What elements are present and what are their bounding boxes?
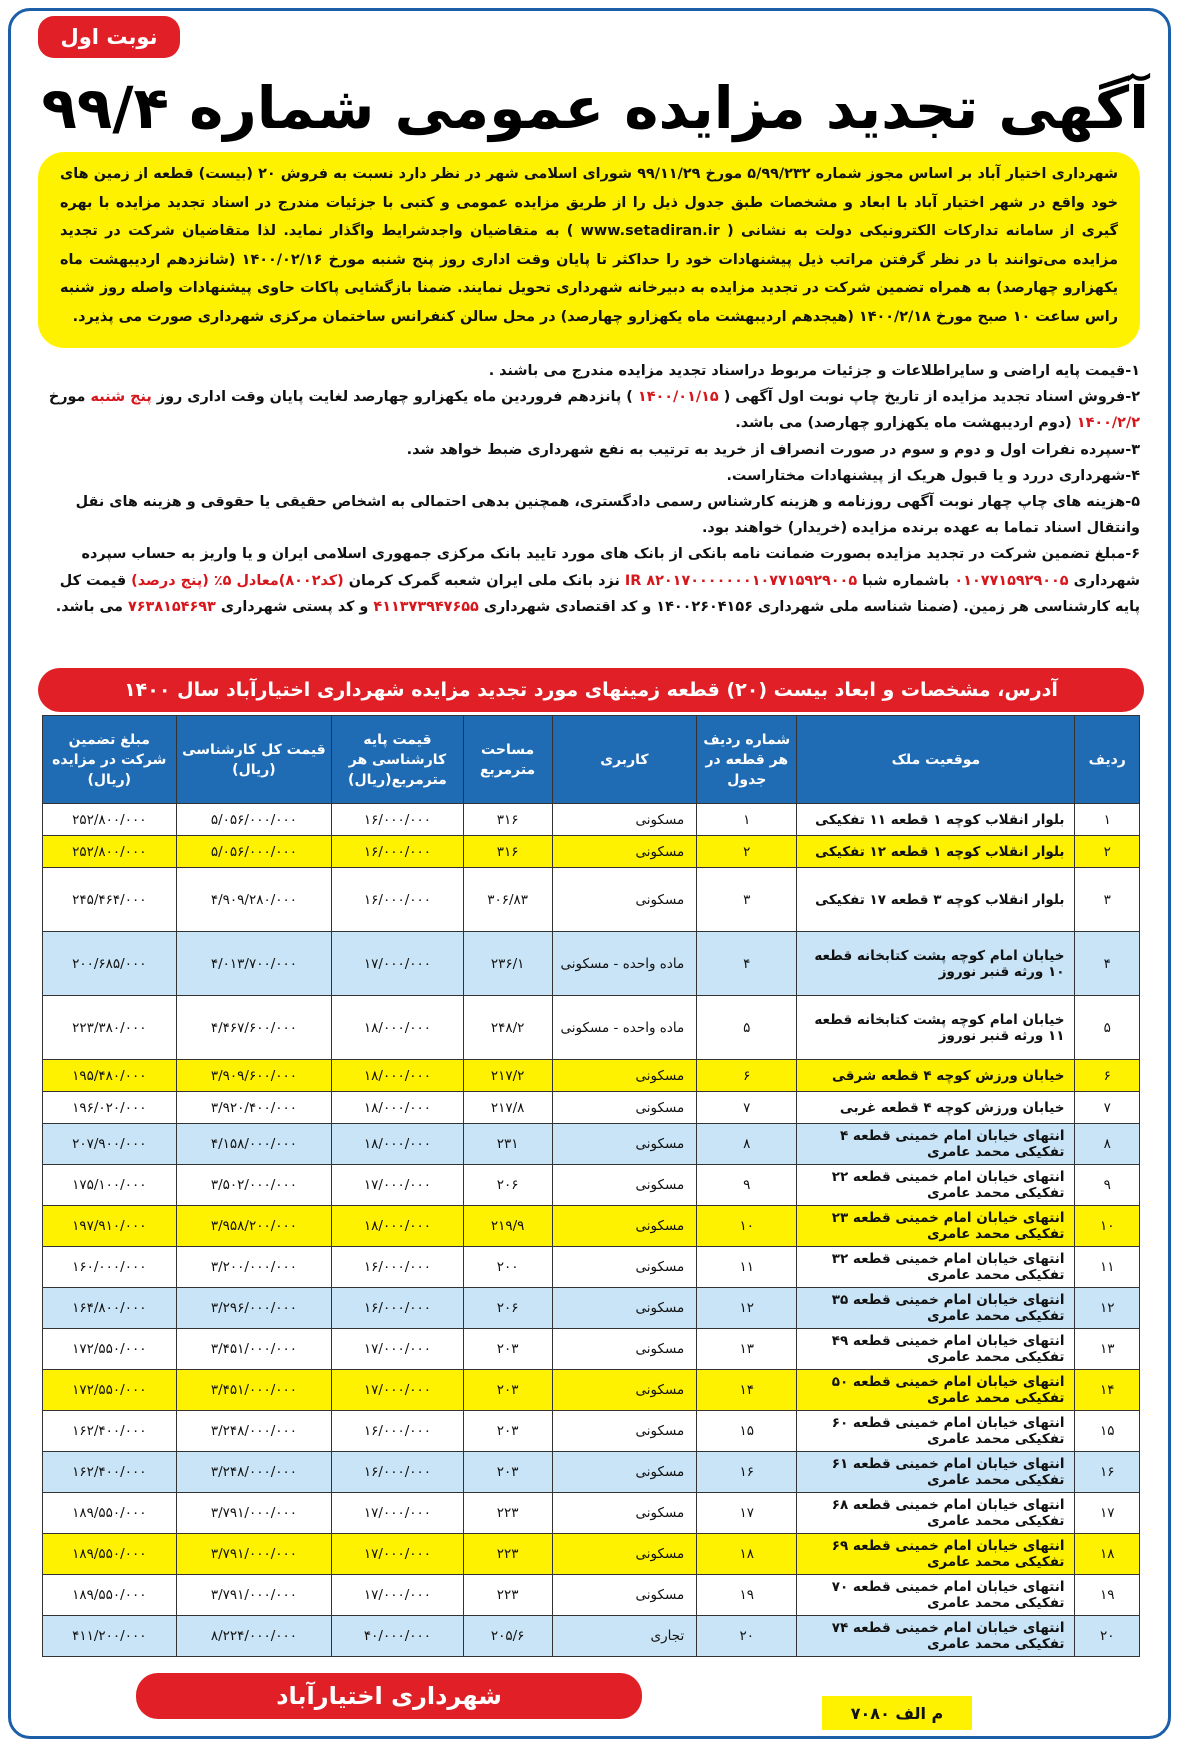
cell-total-price: ۴/۰۱۳/۷۰۰/۰۰۰ <box>176 932 332 996</box>
cell-base-price: ۴۰/۰۰۰/۰۰۰ <box>332 1616 463 1657</box>
cell-base-price: ۱۶/۰۰۰/۰۰۰ <box>332 1452 463 1493</box>
cell-location: انتهای خیابان امام خمینی قطعه ۴۹ تفکیکی محمد عامری <box>797 1329 1075 1370</box>
cell-plot-no: ۱ <box>697 804 797 836</box>
cell-area: ۲۰۶ <box>463 1288 552 1329</box>
cell-guarantee: ۱۶۲/۴۰۰/۰۰۰ <box>43 1452 177 1493</box>
table-row <box>43 836 1140 868</box>
cell-guarantee: ۱۷۲/۵۵۰/۰۰۰ <box>43 1370 177 1411</box>
cell-area: ۲۲۳ <box>463 1493 552 1534</box>
table-row <box>43 1493 1140 1534</box>
cell-use: مسکونی <box>552 1575 697 1616</box>
cell-area: ۳۱۶ <box>463 804 552 836</box>
cell-plot-no: ۸ <box>697 1124 797 1165</box>
cell-area: ۲۰۳ <box>463 1370 552 1411</box>
cell-plot-no: ۱۱ <box>697 1247 797 1288</box>
cell-row: ۴ <box>1075 932 1140 996</box>
cell-row: ۱۳ <box>1075 1329 1140 1370</box>
cell-location: خیابان ورزش کوچه ۴ قطعه شرقی <box>797 1060 1075 1092</box>
condition-2: ۲-فروش اسناد تجدید مزایده از تاریخ چاپ نوبت اول آگهی ( ۱۴۰۰/۰۱/۱۵ ) پانزدهم فروردین ماه یکهزارو چهارصد لغایت پایان وقت اداری روز پنج شنبه مورخ ۱۴۰۰/۲/۲ (دوم اردیبهشت ماه یکهزارو چهارصد) می باشد. <box>48 389 1140 432</box>
cell-plot-no: ۱۶ <box>697 1452 797 1493</box>
cell-plot-no: ۱۹ <box>697 1575 797 1616</box>
table-row <box>43 868 1140 932</box>
cell-location: انتهای خیابان امام خمینی قطعه ۶۹ تفکیکی محمد عامری <box>797 1534 1075 1575</box>
cell-area: ۲۰۶ <box>463 1165 552 1206</box>
cell-base-price: ۱۸/۰۰۰/۰۰۰ <box>332 1124 463 1165</box>
condition-5: ۵-هزینه های چاپ چهار نوبت آگهی روزنامه و هزینه کارشناس رسمی دادگستری، همچنین بدهی احتمالی به اشخاص حقیقی یا حقوقی و هزینه های نقل وانتقال اسناد تماما به عهده برنده مزایده (خریدار) خواهند بود. <box>75 494 1140 537</box>
cell-total-price: ۳/۹۲۰/۴۰۰/۰۰۰ <box>176 1092 332 1124</box>
cell-row: ۱۶ <box>1075 1452 1140 1493</box>
cell-plot-no: ۱۲ <box>697 1288 797 1329</box>
col-base-price: قیمت پایه کارشناسی هر مترمربع(ریال) <box>332 716 463 804</box>
cell-area: ۲۳۶/۱ <box>463 932 552 996</box>
table-row <box>43 932 1140 996</box>
intro-text-1: شهرداری اختیار آباد بر اساس مجوز شماره ۵/۹۹/۲۳۲ مورخ ۹۹/۱۱/۲۹ شورای اسلامی شهر در نظر دارد نسبت به فروش ۲۰ (بیست) قطعه از زمین های خود واقع در شهر اختیار آباد با ابعاد و مشخصات طبق جدول ذیل را از طریق مزایده عمومی و کتبی با جزئیات مندرج در اسناد تجدید مزایده با بهره گیری از سامانه تدارکات الکترونیکی دولت به نشانی ( <box>60 166 1119 239</box>
cell-total-price: ۳/۹۰۹/۶۰۰/۰۰۰ <box>176 1060 332 1092</box>
cell-location: بلوار انقلاب کوچه ۱ قطعه ۱۱ تفکیکی <box>797 804 1075 836</box>
account-number: ۰۱۰۷۷۱۵۹۲۹۰۰۵ <box>954 572 1069 589</box>
cell-total-price: ۳/۵۰۲/۰۰۰/۰۰۰ <box>176 1165 332 1206</box>
cell-area: ۲۱۹/۹ <box>463 1206 552 1247</box>
cell-location: انتهای خیابان امام خمینی قطعه ۲۳ تفکیکی محمد عامری <box>797 1206 1075 1247</box>
cell-guarantee: ۱۶۲/۴۰۰/۰۰۰ <box>43 1411 177 1452</box>
cell-plot-no: ۶ <box>697 1060 797 1092</box>
cell-location: خیابان ورزش کوچه ۴ قطعه غربی <box>797 1092 1075 1124</box>
cell-use: مسکونی <box>552 1370 697 1411</box>
cell-base-price: ۱۶/۰۰۰/۰۰۰ <box>332 1288 463 1329</box>
cell-guarantee: ۱۶۴/۸۰۰/۰۰۰ <box>43 1288 177 1329</box>
cell-total-price: ۴/۹۰۹/۲۸۰/۰۰۰ <box>176 868 332 932</box>
branch-code: (کد۸۰۰۲)معادل ۵٪ (پنج درصد) <box>131 572 344 589</box>
cell-row: ۷ <box>1075 1092 1140 1124</box>
cell-area: ۲۳۱ <box>463 1124 552 1165</box>
cell-total-price: ۸/۲۲۴/۰۰۰/۰۰۰ <box>176 1616 332 1657</box>
cell-row: ۱۲ <box>1075 1288 1140 1329</box>
cell-base-price: ۱۸/۰۰۰/۰۰۰ <box>332 1092 463 1124</box>
cell-use: ماده واحده - مسکونی <box>552 932 697 996</box>
cell-location: بلوار انقلاب کوچه ۱ قطعه ۱۲ تفکیکی <box>797 836 1075 868</box>
cell-base-price: ۱۸/۰۰۰/۰۰۰ <box>332 1060 463 1092</box>
condition-1: ۱-قیمت پایه اراضی و سایراطلاعات و جزئیات مربوط دراسناد تجدید مزایده مندرج می باشند . <box>488 363 1140 379</box>
cell-row: ۸ <box>1075 1124 1140 1165</box>
cell-guarantee: ۲۲۳/۳۸۰/۰۰۰ <box>43 996 177 1060</box>
col-area: مساحت مترمربع <box>463 716 552 804</box>
cell-guarantee: ۲۵۲/۸۰۰/۰۰۰ <box>43 836 177 868</box>
cell-guarantee: ۲۵۲/۸۰۰/۰۰۰ <box>43 804 177 836</box>
cell-guarantee: ۲۰۷/۹۰۰/۰۰۰ <box>43 1124 177 1165</box>
cell-total-price: ۳/۷۹۱/۰۰۰/۰۰۰ <box>176 1575 332 1616</box>
cell-plot-no: ۲ <box>697 836 797 868</box>
cell-area: ۲۱۷/۸ <box>463 1092 552 1124</box>
cell-location: انتهای خیابان امام خمینی قطعه ۲۲ تفکیکی محمد عامری <box>797 1165 1075 1206</box>
cell-row: ۹ <box>1075 1165 1140 1206</box>
cell-area: ۲۰۰ <box>463 1247 552 1288</box>
cell-use: مسکونی <box>552 1092 697 1124</box>
org-name: شهرداری اختیارآباد <box>136 1673 642 1719</box>
cell-plot-no: ۵ <box>697 996 797 1060</box>
ad-code: م الف ۷۰۸۰ <box>822 1696 972 1730</box>
cell-guarantee: ۱۸۹/۵۵۰/۰۰۰ <box>43 1575 177 1616</box>
cell-location: خیابان امام کوچه پشت کتابخانه قطعه ۱۱ ورثه قنبر نوروز <box>797 996 1075 1060</box>
cell-row: ۱۹ <box>1075 1575 1140 1616</box>
cell-total-price: ۴/۱۵۸/۰۰۰/۰۰۰ <box>176 1124 332 1165</box>
cell-use: مسکونی <box>552 1493 697 1534</box>
cell-plot-no: ۱۷ <box>697 1493 797 1534</box>
cell-row: ۶ <box>1075 1060 1140 1092</box>
cell-row: ۱ <box>1075 804 1140 836</box>
cell-row: ۱۰ <box>1075 1206 1140 1247</box>
table-row <box>43 996 1140 1060</box>
cell-total-price: ۳/۷۹۱/۰۰۰/۰۰۰ <box>176 1534 332 1575</box>
col-guarantee: مبلغ تضمین شرکت در مزایده (ریال) <box>43 716 177 804</box>
cell-row: ۱۷ <box>1075 1493 1140 1534</box>
cell-row: ۱۴ <box>1075 1370 1140 1411</box>
cell-base-price: ۱۶/۰۰۰/۰۰۰ <box>332 1247 463 1288</box>
condition-6: ۶-مبلغ تضمین شرکت در تجدید مزایده بصورت ضمانت نامه بانکی از بانک های مورد تایید بانک مرکزی جمهوری اسلامی ایران و یا واریز به حساب سپرده شهرداری ۰۱۰۷۷۱۵۹۲۹۰۰۵ باشماره شبا IR ۸۲۰۱۷۰۰۰۰۰۰۰۱۰۷۷۱۵۹۲۹۰۰۵ نزد بانک ملی ایران شعبه گمرک کرمان (کد۸۰۰۲)معادل ۵٪ (پنج درصد) قیمت کل پایه کارشناسی هر زمین. (ضمنا شناسه ملی شهرداری ۱۴۰۰۲۶۰۴۱۵۶ و کد اقتصادی شهرداری ۴۱۱۳۷۳۹۴۷۶۵۵ و کد پستی شهرداری ۷۶۳۸۱۵۴۶۹۳ می باشد. <box>55 546 1140 615</box>
cell-plot-no: ۱۴ <box>697 1370 797 1411</box>
table-title: آدرس، مشخصات و ابعاد بیست (۲۰) قطعه زمینهای مورد تجدید مزایده شهرداری اختیارآباد سال ۱۴۰۰ <box>38 668 1144 712</box>
cell-row: ۱۱ <box>1075 1247 1140 1288</box>
cell-total-price: ۳/۷۹۱/۰۰۰/۰۰۰ <box>176 1493 332 1534</box>
cell-base-price: ۱۷/۰۰۰/۰۰۰ <box>332 1493 463 1534</box>
cell-row: ۲۰ <box>1075 1616 1140 1657</box>
cell-use: مسکونی <box>552 1411 697 1452</box>
cell-base-price: ۱۷/۰۰۰/۰۰۰ <box>332 1370 463 1411</box>
table-row <box>43 1575 1140 1616</box>
cell-location: انتهای خیابان امام خمینی قطعه ۵۰ تفکیکی محمد عامری <box>797 1370 1075 1411</box>
cell-location: بلوار انقلاب کوچه ۳ قطعه ۱۷ تفکیکی <box>797 868 1075 932</box>
cell-guarantee: ۱۸۹/۵۵۰/۰۰۰ <box>43 1493 177 1534</box>
cell-use: ماده واحده - مسکونی <box>552 996 697 1060</box>
cell-location: انتهای خیابان امام خمینی قطعه ۶۱ تفکیکی محمد عامری <box>797 1452 1075 1493</box>
table-row <box>43 1060 1140 1092</box>
cell-row: ۳ <box>1075 868 1140 932</box>
cell-area: ۳۰۶/۸۳ <box>463 868 552 932</box>
cell-use: مسکونی <box>552 1206 697 1247</box>
col-location: موقعیت ملک <box>797 716 1075 804</box>
plots-table-body <box>43 804 1140 1657</box>
cell-use: مسکونی <box>552 836 697 868</box>
cell-use: مسکونی <box>552 1329 697 1370</box>
table-row <box>43 1092 1140 1124</box>
table-row <box>43 1370 1140 1411</box>
cell-area: ۲۰۳ <box>463 1452 552 1493</box>
cell-base-price: ۱۶/۰۰۰/۰۰۰ <box>332 868 463 932</box>
cell-total-price: ۳/۹۵۸/۲۰۰/۰۰۰ <box>176 1206 332 1247</box>
cell-total-price: ۳/۲۴۸/۰۰۰/۰۰۰ <box>176 1452 332 1493</box>
plots-table <box>42 715 1140 1657</box>
cell-location: انتهای خیابان امام خمینی قطعه ۶۰ تفکیکی محمد عامری <box>797 1411 1075 1452</box>
economic-code: ۴۱۱۳۷۳۹۴۷۶۵۵ <box>373 598 479 615</box>
page-title: آگهی تجدید مزایده عمومی شماره ۹۹/۴ <box>41 74 1149 142</box>
cell-base-price: ۱۷/۰۰۰/۰۰۰ <box>332 1534 463 1575</box>
cell-use: مسکونی <box>552 1452 697 1493</box>
round-badge: نوبت اول <box>38 16 180 58</box>
conditions-list <box>48 358 1140 658</box>
cell-use: مسکونی <box>552 1288 697 1329</box>
table-row <box>43 1124 1140 1165</box>
cell-total-price: ۳/۲۹۶/۰۰۰/۰۰۰ <box>176 1288 332 1329</box>
cell-row: ۵ <box>1075 996 1140 1060</box>
cell-total-price: ۳/۴۵۱/۰۰۰/۰۰۰ <box>176 1329 332 1370</box>
cell-area: ۲۰۳ <box>463 1411 552 1452</box>
cell-location: انتهای خیابان امام خمینی قطعه ۶۸ تفکیکی محمد عامری <box>797 1493 1075 1534</box>
cell-use: مسکونی <box>552 1534 697 1575</box>
cell-plot-no: ۱۸ <box>697 1534 797 1575</box>
cell-area: ۲۴۸/۲ <box>463 996 552 1060</box>
cell-base-price: ۱۷/۰۰۰/۰۰۰ <box>332 1165 463 1206</box>
cell-base-price: ۱۷/۰۰۰/۰۰۰ <box>332 1329 463 1370</box>
cell-guarantee: ۱۶۰/۰۰۰/۰۰۰ <box>43 1247 177 1288</box>
cell-area: ۲۱۷/۲ <box>463 1060 552 1092</box>
cell-guarantee: ۱۷۵/۱۰۰/۰۰۰ <box>43 1165 177 1206</box>
cell-location: انتهای خیابان امام خمینی قطعه ۷۴ تفکیکی محمد عامری <box>797 1616 1075 1657</box>
cell-location: انتهای خیابان امام خمینی قطعه ۴ تفکیکی محمد عامری <box>797 1124 1075 1165</box>
cell-plot-no: ۱۳ <box>697 1329 797 1370</box>
cell-use: تجاری <box>552 1616 697 1657</box>
setadiran-link[interactable]: www.setadiran.ir <box>580 223 720 239</box>
table-row <box>43 1452 1140 1493</box>
cell-guarantee: ۱۹۶/۰۲۰/۰۰۰ <box>43 1092 177 1124</box>
cell-row: ۲ <box>1075 836 1140 868</box>
table-row <box>43 1616 1140 1657</box>
cell-plot-no: ۲۰ <box>697 1616 797 1657</box>
sale-end-date: ۱۴۰۰/۲/۲ <box>1076 415 1140 432</box>
cell-total-price: ۵/۰۵۶/۰۰۰/۰۰۰ <box>176 804 332 836</box>
cell-guarantee: ۱۹۵/۴۸۰/۰۰۰ <box>43 1060 177 1092</box>
cell-use: مسکونی <box>552 1247 697 1288</box>
table-row <box>43 1247 1140 1288</box>
cell-use: مسکونی <box>552 804 697 836</box>
cell-area: ۲۲۳ <box>463 1575 552 1616</box>
cell-area: ۳۱۶ <box>463 836 552 868</box>
cell-location: انتهای خیابان امام خمینی قطعه ۳۲ تفکیکی محمد عامری <box>797 1247 1075 1288</box>
condition-4: ۴-شهرداری دررد و یا قبول هریک از پیشنهادات مختاراست. <box>726 467 1140 484</box>
table-row <box>43 1329 1140 1370</box>
cell-base-price: ۱۷/۰۰۰/۰۰۰ <box>332 932 463 996</box>
cell-plot-no: ۱۵ <box>697 1411 797 1452</box>
table-row <box>43 1534 1140 1575</box>
cell-use: مسکونی <box>552 1060 697 1092</box>
cell-location: انتهای خیابان امام خمینی قطعه ۳۵ تفکیکی محمد عامری <box>797 1288 1075 1329</box>
condition-3: ۳-سپرده نفرات اول و دوم و سوم در صورت انصراف از خرید به ترتیب به نفع شهرداری ضبط خواهد شد. <box>406 441 1140 458</box>
cell-base-price: ۱۶/۰۰۰/۰۰۰ <box>332 836 463 868</box>
col-use: کاربری <box>552 716 697 804</box>
cell-total-price: ۳/۲۴۸/۰۰۰/۰۰۰ <box>176 1411 332 1452</box>
sheba-number: IR ۸۲۰۱۷۰۰۰۰۰۰۰۱۰۷۷۱۵۹۲۹۰۰۵ <box>624 572 858 589</box>
cell-row: ۱۵ <box>1075 1411 1140 1452</box>
cell-guarantee: ۲۴۵/۴۶۴/۰۰۰ <box>43 868 177 932</box>
cell-guarantee: ۴۱۱/۲۰۰/۰۰۰ <box>43 1616 177 1657</box>
cell-guarantee: ۱۹۷/۹۱۰/۰۰۰ <box>43 1206 177 1247</box>
col-plot-no: شماره ردیف هر قطعه در جدول <box>697 716 797 804</box>
cell-location: انتهای خیابان امام خمینی قطعه ۷۰ تفکیکی محمد عامری <box>797 1575 1075 1616</box>
table-row <box>43 804 1140 836</box>
cell-base-price: ۱۷/۰۰۰/۰۰۰ <box>332 1575 463 1616</box>
cell-base-price: ۱۸/۰۰۰/۰۰۰ <box>332 996 463 1060</box>
col-total-price: قیمت کل کارشناسی (ریال) <box>176 716 332 804</box>
table-row <box>43 1288 1140 1329</box>
cell-area: ۲۰۳ <box>463 1329 552 1370</box>
cell-area: ۲۲۳ <box>463 1534 552 1575</box>
cell-plot-no: ۹ <box>697 1165 797 1206</box>
intro-text-2: ) به متقاضیان واجدشرایط واگذار نماید. لذا متقاضیان شرکت در تجدید مزایده می‌توانند با در نظر گرفتن مراتب ذیل پیشنهادات خود را حداکثر تا پایان وقت اداری روز پنج شنبه مورخ ۱۴۰۰/۰۲/۱۶ (شانزدهم اردیبهشت ماه یکهزارو چهارصد) به همراه تضمین شرکت در تجدید مزایده به دبیرخانه شهرداری تحویل نمایند. ضمنا بازگشایی پاکات حاوی پیشنهادات واصله روز شنبه راس ساعت ۱۰ صبح مورخ ۱۴۰۰/۲/۱۸ (هیجدهم اردیبهشت ماه یکهزارو چهارصد) در محل سالن کنفرانس ساختمان مرکزی شهرداری صورت می پذیرد. <box>60 223 1118 325</box>
cell-guarantee: ۱۷۲/۵۵۰/۰۰۰ <box>43 1329 177 1370</box>
intro-paragraph <box>38 152 1140 348</box>
cell-base-price: ۱۸/۰۰۰/۰۰۰ <box>332 1206 463 1247</box>
sale-start-date: ۱۴۰۰/۰۱/۱۵ <box>637 389 719 406</box>
col-row: ردیف <box>1075 716 1140 804</box>
table-row <box>43 1165 1140 1206</box>
cell-total-price: ۵/۰۵۶/۰۰۰/۰۰۰ <box>176 836 332 868</box>
cell-base-price: ۱۶/۰۰۰/۰۰۰ <box>332 804 463 836</box>
cell-plot-no: ۱۰ <box>697 1206 797 1247</box>
cell-plot-no: ۳ <box>697 868 797 932</box>
cell-total-price: ۳/۴۵۱/۰۰۰/۰۰۰ <box>176 1370 332 1411</box>
cell-guarantee: ۱۸۹/۵۵۰/۰۰۰ <box>43 1534 177 1575</box>
table-row <box>43 1206 1140 1247</box>
sale-end-day: پنج شنبه <box>90 389 152 406</box>
cell-plot-no: ۴ <box>697 932 797 996</box>
cell-plot-no: ۷ <box>697 1092 797 1124</box>
cell-use: مسکونی <box>552 1124 697 1165</box>
cell-use: مسکونی <box>552 1165 697 1206</box>
cell-base-price: ۱۶/۰۰۰/۰۰۰ <box>332 1411 463 1452</box>
cell-total-price: ۳/۲۰۰/۰۰۰/۰۰۰ <box>176 1247 332 1288</box>
cell-area: ۲۰۵/۶ <box>463 1616 552 1657</box>
cell-total-price: ۴/۴۶۷/۶۰۰/۰۰۰ <box>176 996 332 1060</box>
postal-code: ۷۶۳۸۱۵۴۶۹۳ <box>127 598 216 615</box>
cell-row: ۱۸ <box>1075 1534 1140 1575</box>
cell-location: خیابان امام کوچه پشت کتابخانه قطعه ۱۰ ورثه قنبر نوروز <box>797 932 1075 996</box>
cell-guarantee: ۲۰۰/۶۸۵/۰۰۰ <box>43 932 177 996</box>
table-row <box>43 1411 1140 1452</box>
cell-use: مسکونی <box>552 868 697 932</box>
